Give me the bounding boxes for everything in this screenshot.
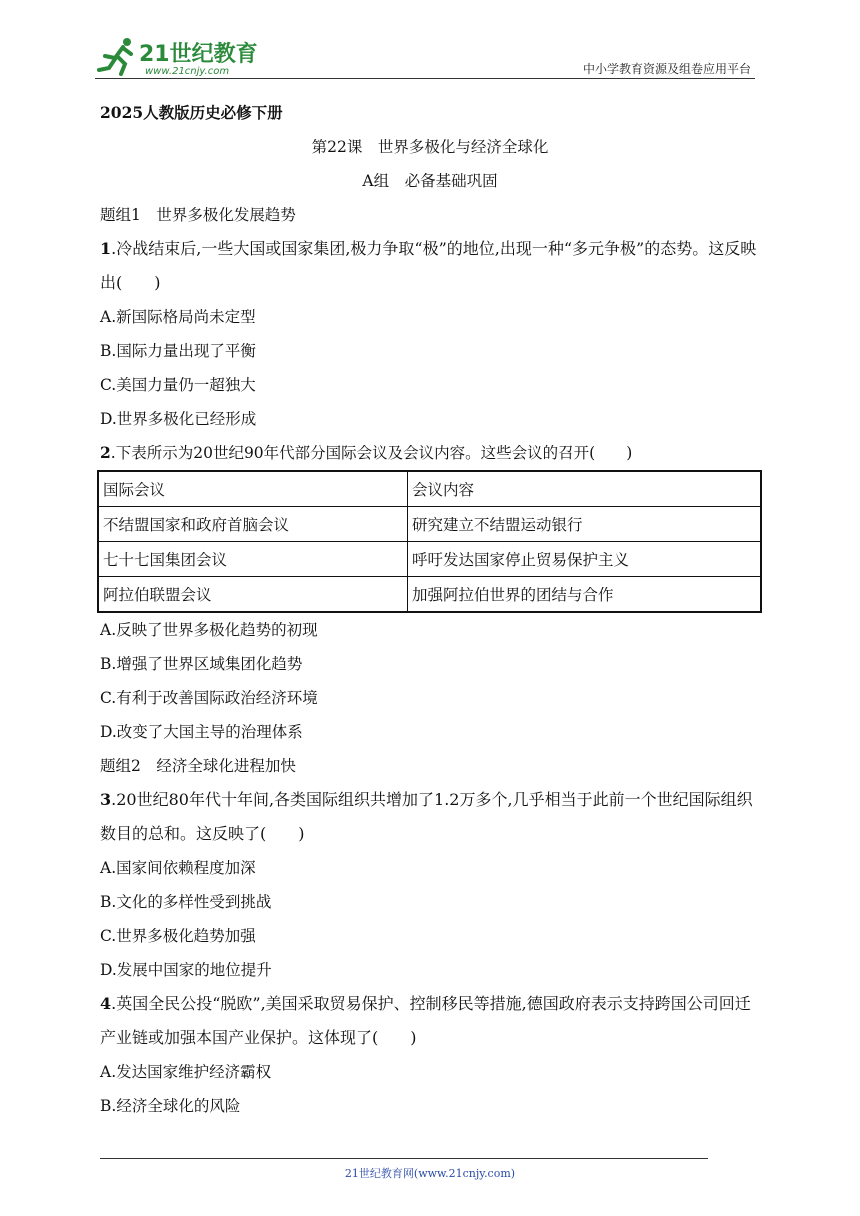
table-cell: 不结盟国家和政府首脑会议 <box>98 507 408 542</box>
footer-divider <box>100 1158 708 1159</box>
table-cell: 呼吁发达国家停止贸易保护主义 <box>408 542 762 577</box>
table-cell: 研究建立不结盟运动银行 <box>408 507 762 542</box>
page-header <box>95 34 755 78</box>
option: D.发展中国家的地位提升 <box>100 961 272 979</box>
option: C.有利于改善国际政治经济环境 <box>100 689 318 707</box>
lesson-title: 第22课 世界多极化与经济全球化 <box>311 138 549 156</box>
book-title: 2025人教版历史必修下册 <box>100 103 283 122</box>
table-row <box>98 507 761 542</box>
section-heading: 题组2 经济全球化进程加快 <box>100 757 296 775</box>
table-cell: 七十七国集团会议 <box>98 542 408 577</box>
table-row <box>98 577 761 613</box>
option: B.增强了世界区域集团化趋势 <box>100 655 303 673</box>
header-platform-text: 中小学教育资源及组卷应用平台 <box>582 62 751 76</box>
option: B.经济全球化的风险 <box>100 1097 241 1115</box>
table-header-cell: 国际会议 <box>98 471 408 507</box>
group-title: A组 必备基础巩固 <box>362 172 498 190</box>
header-divider <box>95 78 755 79</box>
option: A.反映了世界多极化趋势的初现 <box>100 621 318 639</box>
question-1: 1.冷战结束后,一些大国或国家集团,极力争取“极”的地位,出现一种“多元争极”的态势。这反映出( ) <box>100 239 757 292</box>
meeting-table <box>97 470 762 613</box>
option: A.新国际格局尚未定型 <box>100 308 256 326</box>
svg-text:21世纪教育: 21世纪教育 <box>139 42 258 67</box>
table-row <box>98 542 761 577</box>
table-header-row <box>98 471 761 507</box>
option: C.世界多极化趋势加强 <box>100 927 256 945</box>
option: C.美国力量仍一超独大 <box>100 376 256 394</box>
runner-icon <box>99 38 131 74</box>
option: B.文化的多样性受到挑战 <box>100 893 272 911</box>
question-2: 2.下表所示为20世纪90年代部分国际会议及会议内容。这些会议的召开( ) <box>100 443 633 462</box>
site-logo <box>95 34 265 78</box>
footer-text: 21世纪教育网(www.21cnjy.com) <box>344 1167 516 1180</box>
option: B.国际力量出现了平衡 <box>100 342 256 360</box>
svg-text:www.21cnjy.com: www.21cnjy.com <box>145 66 230 77</box>
option: A.国家间依赖程度加深 <box>100 859 256 877</box>
option: D.改变了大国主导的治理体系 <box>100 723 303 741</box>
table-header-cell: 会议内容 <box>408 471 762 507</box>
question-3: 3.20世纪80年代十年间,各类国际组织共增加了1.2万多个,几乎相当于此前一个世纪国际组织数目的总和。这反映了( ) <box>100 790 753 843</box>
table-cell: 加强阿拉伯世界的团结与合作 <box>408 577 762 613</box>
document-body <box>100 96 760 1123</box>
option: A.发达国家维护经济霸权 <box>100 1063 272 1081</box>
question-4: 4.英国全民公投“脱欧”,美国采取贸易保护、控制移民等措施,德国政府表示支持跨国公司回迁产业链或加强本国产业保护。这体现了( ) <box>100 994 751 1047</box>
section-heading: 题组1 世界多极化发展趋势 <box>100 206 296 224</box>
option: D.世界多极化已经形成 <box>100 410 257 428</box>
table-cell: 阿拉伯联盟会议 <box>98 577 408 613</box>
